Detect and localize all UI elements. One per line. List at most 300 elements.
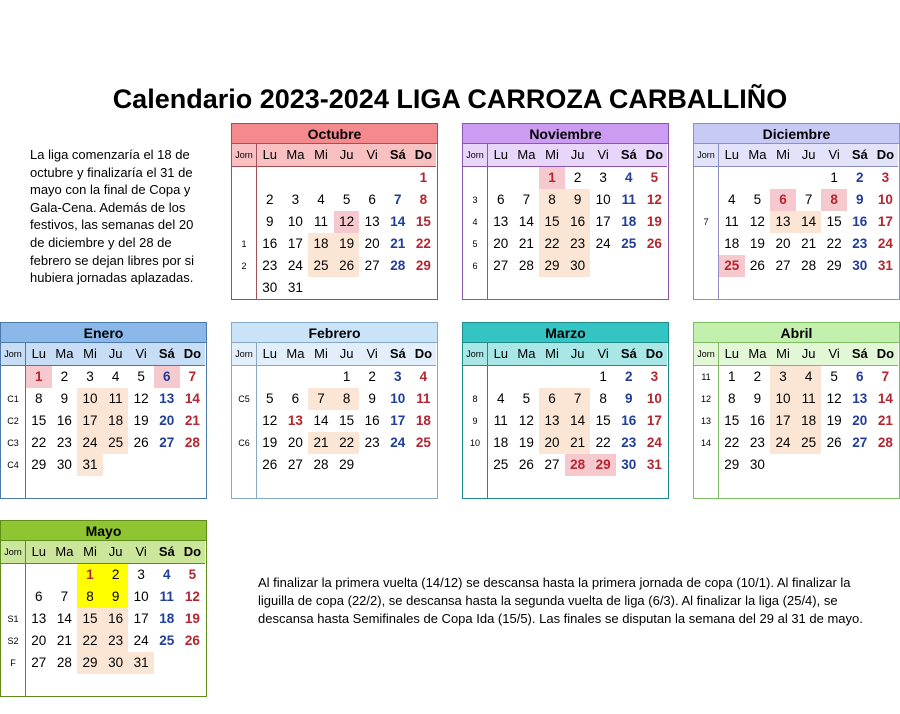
day-cell: 15 [724, 413, 740, 428]
day-cell: 27 [287, 457, 303, 472]
day-cell: 1 [419, 170, 428, 185]
jornada-cell [232, 167, 257, 189]
day-cell: 29 [826, 258, 842, 273]
weekday-header: Vi [590, 343, 616, 366]
day-cell: 4 [317, 192, 325, 207]
weekday-header: Ju [334, 343, 360, 366]
day-cell [514, 366, 540, 388]
day-cell [308, 366, 334, 388]
intro-text: La liga comenzaría el 18 de octubre y finalizaría el 31 de mayo con la final de Copa y Gala-Cena. Además de los festivos, las semanas del 20 de diciembre y del 28 de febrero se dejan libres por si hubiera jornadas aplazadas. [30, 147, 195, 286]
day-cell: 5 [753, 192, 762, 207]
day-cell [52, 674, 78, 696]
weekday-header: Ma [745, 343, 771, 366]
day-cell: 31 [128, 652, 154, 674]
weekday-header: Lu [26, 343, 52, 366]
day-cell [796, 277, 822, 299]
weekday-header: Sá [847, 144, 873, 167]
day-cell [821, 454, 847, 476]
weekday-header: Sá [154, 541, 180, 564]
weekday-header: Lu [719, 144, 745, 167]
day-cell: 24 [287, 258, 303, 273]
day-cell: 3 [770, 366, 796, 388]
day-cell [283, 476, 309, 498]
day-cell: 1 [26, 366, 52, 388]
day-cell: 29 [590, 454, 616, 476]
day-cell: 3 [599, 170, 607, 185]
day-cell [257, 476, 283, 498]
day-cell: 10 [877, 192, 893, 207]
day-cell: 19 [749, 236, 765, 251]
day-cell: 22 [31, 435, 47, 450]
day-cell: 28 [184, 435, 200, 450]
weekday-header: Ju [103, 343, 129, 366]
jornada-header: Jorn [232, 343, 257, 366]
day-cell: 9 [103, 586, 129, 608]
day-cell: 1 [728, 369, 736, 384]
day-cell: 4 [625, 170, 633, 185]
day-cell [26, 674, 52, 696]
day-cell [154, 454, 180, 476]
day-cell: 7 [804, 192, 813, 207]
day-cell [488, 277, 514, 299]
day-cell: 8 [334, 388, 360, 410]
day-cell: 11 [313, 214, 328, 229]
day-cell [359, 454, 385, 476]
jornada-cell: S2 [1, 630, 26, 652]
day-cell: 21 [184, 413, 200, 428]
day-cell: 9 [856, 192, 864, 207]
jornada-cell [1, 674, 26, 696]
weekday-header: Sá [154, 343, 180, 366]
day-cell: 13 [770, 211, 796, 233]
day-cell: 4 [728, 192, 736, 207]
month-title: Marzo [463, 323, 668, 343]
day-cell: 19 [334, 233, 360, 255]
day-cell [642, 255, 668, 277]
day-cell: 6 [770, 189, 796, 211]
day-cell [745, 167, 771, 189]
day-cell: 7 [394, 192, 402, 207]
day-cell: 22 [334, 432, 360, 454]
day-cell: 21 [801, 236, 817, 251]
day-cell [52, 476, 78, 498]
day-cell: 28 [877, 435, 893, 450]
day-cell [770, 277, 796, 299]
day-cell: 15 [826, 214, 842, 229]
weekday-header: Do [873, 144, 899, 167]
day-cell [180, 652, 206, 674]
day-cell: 21 [565, 432, 591, 454]
day-cell: 30 [262, 280, 278, 295]
jornada-cell: C1 [1, 388, 26, 410]
day-cell [334, 476, 360, 498]
jornada-cell: 6 [463, 255, 488, 277]
day-cell: 13 [539, 410, 565, 432]
day-cell: 1 [830, 170, 838, 185]
day-cell: 26 [133, 435, 149, 450]
day-cell: 29 [724, 457, 740, 472]
day-cell [385, 476, 411, 498]
day-cell: 4 [497, 391, 505, 406]
weekday-header: Mi [770, 343, 796, 366]
day-cell: 15 [415, 214, 431, 229]
day-cell [539, 366, 565, 388]
weekday-header: Ju [103, 541, 129, 564]
jornada-cell [1, 586, 26, 608]
jornada-cell [694, 255, 719, 277]
day-cell: 20 [852, 413, 868, 428]
day-cell: 14 [313, 413, 329, 428]
weekday-header: Vi [359, 343, 385, 366]
weekday-header: Ma [283, 343, 309, 366]
day-cell [745, 476, 771, 498]
day-cell [770, 454, 796, 476]
jornada-cell [463, 167, 488, 189]
weekday-header: Mi [308, 144, 334, 167]
month-title: Noviembre [463, 124, 668, 144]
day-cell: 29 [31, 457, 47, 472]
weekday-header: Ju [565, 343, 591, 366]
day-cell [180, 476, 206, 498]
day-cell: 2 [266, 192, 274, 207]
day-cell: 12 [334, 211, 360, 233]
day-cell: 20 [287, 435, 303, 450]
day-cell [642, 476, 668, 498]
day-cell [26, 476, 52, 498]
weekday-header: Sá [616, 144, 642, 167]
day-cell: 18 [796, 410, 822, 432]
day-cell [77, 674, 103, 696]
day-cell [359, 476, 385, 498]
day-cell [565, 366, 591, 388]
day-cell: 8 [728, 391, 736, 406]
day-cell: 16 [621, 413, 637, 428]
day-cell [590, 277, 616, 299]
day-cell: 10 [595, 192, 611, 207]
jornada-cell: 14 [694, 432, 719, 454]
day-cell: 7 [308, 388, 334, 410]
day-cell: 28 [313, 457, 329, 472]
day-cell [873, 476, 899, 498]
day-cell [334, 167, 360, 189]
jornada-cell [232, 476, 257, 498]
day-cell [590, 255, 616, 277]
day-cell [334, 277, 360, 299]
day-cell: 17 [595, 214, 611, 229]
weekday-header: Vi [821, 343, 847, 366]
day-cell: 3 [291, 192, 300, 207]
day-cell: 24 [877, 236, 893, 251]
month-title: Mayo [1, 521, 206, 541]
day-cell: 2 [103, 564, 129, 586]
day-cell [257, 366, 283, 388]
jornada-header: Jorn [694, 343, 719, 366]
day-cell [488, 476, 514, 498]
day-cell: 20 [364, 236, 380, 251]
day-cell: 15 [339, 413, 355, 428]
day-cell [128, 674, 154, 696]
weekday-header: Sá [385, 144, 411, 167]
day-cell: 23 [364, 435, 380, 450]
day-cell: 24 [133, 633, 149, 648]
day-cell: 23 [749, 435, 765, 450]
day-cell: 21 [390, 236, 406, 251]
day-cell: 14 [184, 391, 200, 406]
day-cell: 18 [308, 233, 334, 255]
day-cell: 14 [390, 214, 406, 229]
day-cell: 19 [184, 611, 200, 626]
day-cell: 4 [796, 366, 822, 388]
weekday-header: Do [411, 343, 437, 366]
jornada-header: Jorn [694, 144, 719, 167]
day-cell: 3 [881, 170, 890, 185]
calendar-marzo [462, 322, 669, 499]
calendar-mayo [0, 520, 207, 697]
day-cell: 31 [287, 280, 303, 295]
day-cell: 24 [77, 432, 103, 454]
jornada-cell [232, 410, 257, 432]
day-cell: 23 [262, 258, 278, 273]
day-cell [308, 167, 334, 189]
weekday-header: Sá [847, 343, 873, 366]
weekday-header: Do [642, 144, 668, 167]
month-title: Octubre [232, 124, 437, 144]
day-cell: 27 [775, 258, 791, 273]
day-cell: 20 [159, 413, 175, 428]
weekday-header: Ma [745, 144, 771, 167]
day-cell: 28 [801, 258, 817, 273]
day-cell [385, 277, 411, 299]
jornada-cell: C2 [1, 410, 26, 432]
day-cell [642, 277, 668, 299]
day-cell: 14 [877, 391, 893, 406]
jornada-cell [232, 454, 257, 476]
day-cell: 21 [308, 432, 334, 454]
day-cell: 26 [334, 255, 360, 277]
calendar-enero [0, 322, 207, 499]
day-cell: 18 [415, 413, 431, 428]
jornada-cell [232, 211, 257, 233]
day-cell: 23 [56, 435, 72, 450]
weekday-header: Ma [514, 144, 540, 167]
day-cell [616, 476, 642, 498]
day-cell: 8 [599, 391, 607, 406]
jornada-cell: 8 [463, 388, 488, 410]
day-cell: 17 [877, 214, 893, 229]
calendar-febrero [231, 322, 438, 499]
day-cell [616, 255, 642, 277]
day-cell: 30 [56, 457, 72, 472]
day-cell: 25 [415, 435, 431, 450]
jornada-header: Jorn [232, 144, 257, 167]
day-cell [847, 454, 873, 476]
day-cell: 28 [518, 258, 534, 273]
weekday-header: Ju [796, 144, 822, 167]
day-cell: 2 [573, 170, 582, 185]
day-cell: 6 [368, 192, 376, 207]
weekday-header: Do [873, 343, 899, 366]
weekday-header: Ju [565, 144, 591, 167]
day-cell: 19 [826, 413, 842, 428]
jornada-cell: 4 [463, 211, 488, 233]
day-cell: 2 [368, 369, 376, 384]
day-cell: 11 [416, 391, 431, 406]
day-cell: 25 [719, 255, 745, 277]
day-cell: 20 [493, 236, 509, 251]
day-cell: 11 [796, 388, 822, 410]
jornada-header: Jorn [463, 144, 488, 167]
calendar-abril [693, 322, 900, 499]
day-cell [719, 167, 745, 189]
day-cell: 16 [103, 608, 129, 630]
day-cell: 6 [856, 369, 864, 384]
day-cell: 31 [77, 454, 103, 476]
jornada-header: Jorn [1, 541, 26, 564]
day-cell: 16 [565, 211, 591, 233]
jornada-cell: C6 [232, 432, 257, 454]
day-cell: 19 [262, 435, 278, 450]
day-cell: 18 [159, 611, 175, 626]
weekday-header: Mi [539, 343, 565, 366]
day-cell: 17 [770, 410, 796, 432]
day-cell: 31 [877, 258, 893, 273]
day-cell: 17 [390, 413, 406, 428]
day-cell: 2 [60, 369, 69, 384]
day-cell: 27 [159, 435, 175, 450]
day-cell: 22 [415, 236, 431, 251]
day-cell: 26 [749, 258, 765, 273]
day-cell: 25 [308, 255, 334, 277]
day-cell [77, 476, 103, 498]
day-cell: 12 [133, 391, 149, 406]
day-cell [154, 652, 180, 674]
day-cell: 15 [31, 413, 47, 428]
day-cell: 22 [77, 630, 103, 652]
day-cell [796, 167, 822, 189]
day-cell [283, 167, 309, 189]
day-cell: 12 [518, 413, 534, 428]
day-cell: 1 [77, 564, 103, 586]
month-title: Enero [1, 323, 206, 343]
day-cell: 20 [775, 236, 791, 251]
weekday-header: Ju [334, 144, 360, 167]
day-cell: 3 [394, 369, 402, 384]
day-cell: 9 [60, 391, 69, 406]
day-cell [257, 167, 283, 189]
day-cell: 23 [103, 630, 129, 652]
day-cell: 6 [154, 366, 180, 388]
day-cell: 24 [390, 435, 406, 450]
jornada-cell [694, 167, 719, 189]
day-cell: 5 [188, 567, 197, 582]
day-cell [411, 476, 437, 498]
day-cell: 11 [724, 214, 739, 229]
day-cell: 14 [565, 410, 591, 432]
day-cell: 5 [522, 391, 531, 406]
day-cell [103, 454, 129, 476]
day-cell: 2 [625, 369, 633, 384]
day-cell: 4 [111, 369, 120, 384]
day-cell: 6 [291, 391, 300, 406]
day-cell: 5 [650, 170, 659, 185]
day-cell: 29 [539, 255, 565, 277]
day-cell [514, 277, 540, 299]
weekday-header: Vi [821, 144, 847, 167]
day-cell: 7 [881, 369, 890, 384]
day-cell: 18 [103, 410, 129, 432]
jornada-cell: F [1, 652, 26, 674]
day-cell [359, 167, 385, 189]
day-cell: 1 [342, 369, 351, 384]
day-cell: 27 [364, 258, 380, 273]
day-cell: 26 [826, 435, 842, 450]
day-cell: 26 [262, 457, 278, 472]
day-cell [796, 476, 822, 498]
day-cell: 30 [852, 258, 868, 273]
day-cell: 11 [621, 192, 636, 207]
day-cell: 20 [539, 432, 565, 454]
day-cell: 8 [35, 391, 43, 406]
day-cell: 16 [852, 214, 868, 229]
weekday-header: Ju [796, 343, 822, 366]
weekday-header: Mi [308, 343, 334, 366]
day-cell [359, 277, 385, 299]
weekday-header: Lu [26, 541, 52, 564]
day-cell: 31 [646, 457, 662, 472]
day-cell [180, 454, 206, 476]
jornada-cell: 3 [463, 189, 488, 211]
day-cell: 25 [493, 457, 509, 472]
day-cell: 16 [364, 413, 380, 428]
day-cell: 30 [103, 652, 129, 674]
day-cell: 5 [266, 391, 274, 406]
weekday-header: Ma [283, 144, 309, 167]
day-cell: 6 [35, 589, 43, 604]
day-cell: 25 [159, 633, 175, 648]
day-cell [565, 476, 591, 498]
day-cell: 5 [342, 192, 351, 207]
weekday-header: Vi [590, 144, 616, 167]
footer-text: Al finalizar la primera vuelta (14/12) se descansa hasta la primera jornada de copa (10/1). Al finalizar la liguilla de copa (22/2), se descansa hasta la segunda vuelta de liga (6/3). Al finalizar la liga (25/4), se descansa hasta Semifinales de Copa Ida (15/5). Las finales se disputan la semana del 29 al 31 de mayo. [258, 575, 863, 626]
weekday-header: Lu [257, 343, 283, 366]
day-cell [770, 476, 796, 498]
day-cell: 7 [522, 192, 531, 207]
day-cell: 14 [56, 611, 72, 626]
jornada-cell: C5 [232, 388, 257, 410]
day-cell [103, 674, 129, 696]
day-cell: 29 [77, 652, 103, 674]
day-cell [103, 476, 129, 498]
jornada-cell [463, 366, 488, 388]
jornada-cell: 2 [232, 255, 257, 277]
jornada-cell [463, 476, 488, 498]
day-cell: 19 [646, 214, 662, 229]
day-cell: 19 [133, 413, 149, 428]
day-cell: 26 [518, 457, 534, 472]
day-cell: 9 [368, 391, 376, 406]
day-cell: 13 [159, 391, 175, 406]
day-cell: 21 [56, 633, 72, 648]
day-cell: 18 [493, 435, 509, 450]
month-title: Febrero [232, 323, 437, 343]
jornada-cell [1, 366, 26, 388]
day-cell: 11 [103, 388, 129, 410]
day-cell: 13 [852, 391, 868, 406]
jornada-cell: 13 [694, 410, 719, 432]
day-cell: 13 [287, 413, 303, 428]
day-cell [719, 277, 745, 299]
weekday-header: Sá [385, 343, 411, 366]
